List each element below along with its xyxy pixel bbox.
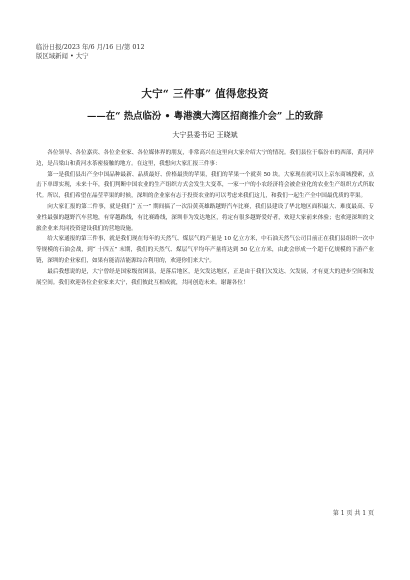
- section-meta: 版区域新闻 • 大宁: [36, 52, 89, 60]
- article-body: [36, 148, 374, 288]
- publication-meta: 临汾日报/2023 年/6 月/16 日/第 012: [36, 43, 145, 51]
- page-number: 第 1 页 共 1 页: [332, 510, 374, 517]
- paragraph: 第一是我们县出产全中国品种最新、品质最好、价格最贵的苹果，我们的苹果一个就卖 50 块。大家现在就可以上京东商城搜索，点击下单即实现，未来十年，我们判断中国农业的生产组织方式会发生大变革，一家一户的小农经济将会被企业化的农业生产组织方式所取代。所以，我们希望在晶莹苹果的时候，深圳的企业家有志于投资农业的可以考虑来我们这儿，和我们一起生产全中国最优质的苹果。: [36, 171, 374, 200]
- article-subtitle: ——在“ 热点临汾 • 粤港澳大湾区招商推介会” 上的致辞: [86, 111, 324, 122]
- paragraph: 向大家汇报的第二件事，就是我们“ 五一” 期间搞了一次沿黄英雄路越野汽车比赛，我们县建设了华北地区面积最大、难度最高、专业性最强的越野汽车营地，有穿越路线，有比赛路线，深圳非为发达地区，将定有很多越野爱好者，欢迎大家前来体验；也欢迎深圳的文旅企业来共同投资建设我们的营地设施。: [36, 203, 374, 232]
- article-title: 大宁“ 三件事” 值得您投资: [141, 88, 269, 100]
- paragraph: 各位领导、各位嘉宾、各位企业家、各位媒体界的朋友，非常高兴在这里向大家介绍大宁的情况。我们县位于临汾市的西部，黄河岸边，是吕梁山和黄河水茶密接触的地方。在这里，我想向大家汇报三件事：: [36, 150, 374, 167]
- paragraph: 给大家通报的第三件事，就是我们现在每年的天然气、煤层气的产量是 10 亿立方米，中石油天然气公司目前正在我们县组织一次中等规模的石油会战，到“ 十四五” 末期，我们的天然气、煤层气平均年产量将达到 50 亿立方米，由此会形成一个超千亿规模的下游产业链，深圳的企业家们，如果有能清洁能源综合利用的，欢迎你们来大宁。: [36, 236, 374, 264]
- paragraph: 最后我想说的是，大宁曾经是国家级贫困县，是落后地区，是欠发达地区，正是由于我们欠发达、欠发展，才有更大的进步空间和发展空间。我们欢迎各位企业家来大宁，我们彼此互相成就，共同创造未来。谢谢各位！: [36, 268, 374, 286]
- article-author: 大宁县委书记 王晓斌: [172, 131, 238, 139]
